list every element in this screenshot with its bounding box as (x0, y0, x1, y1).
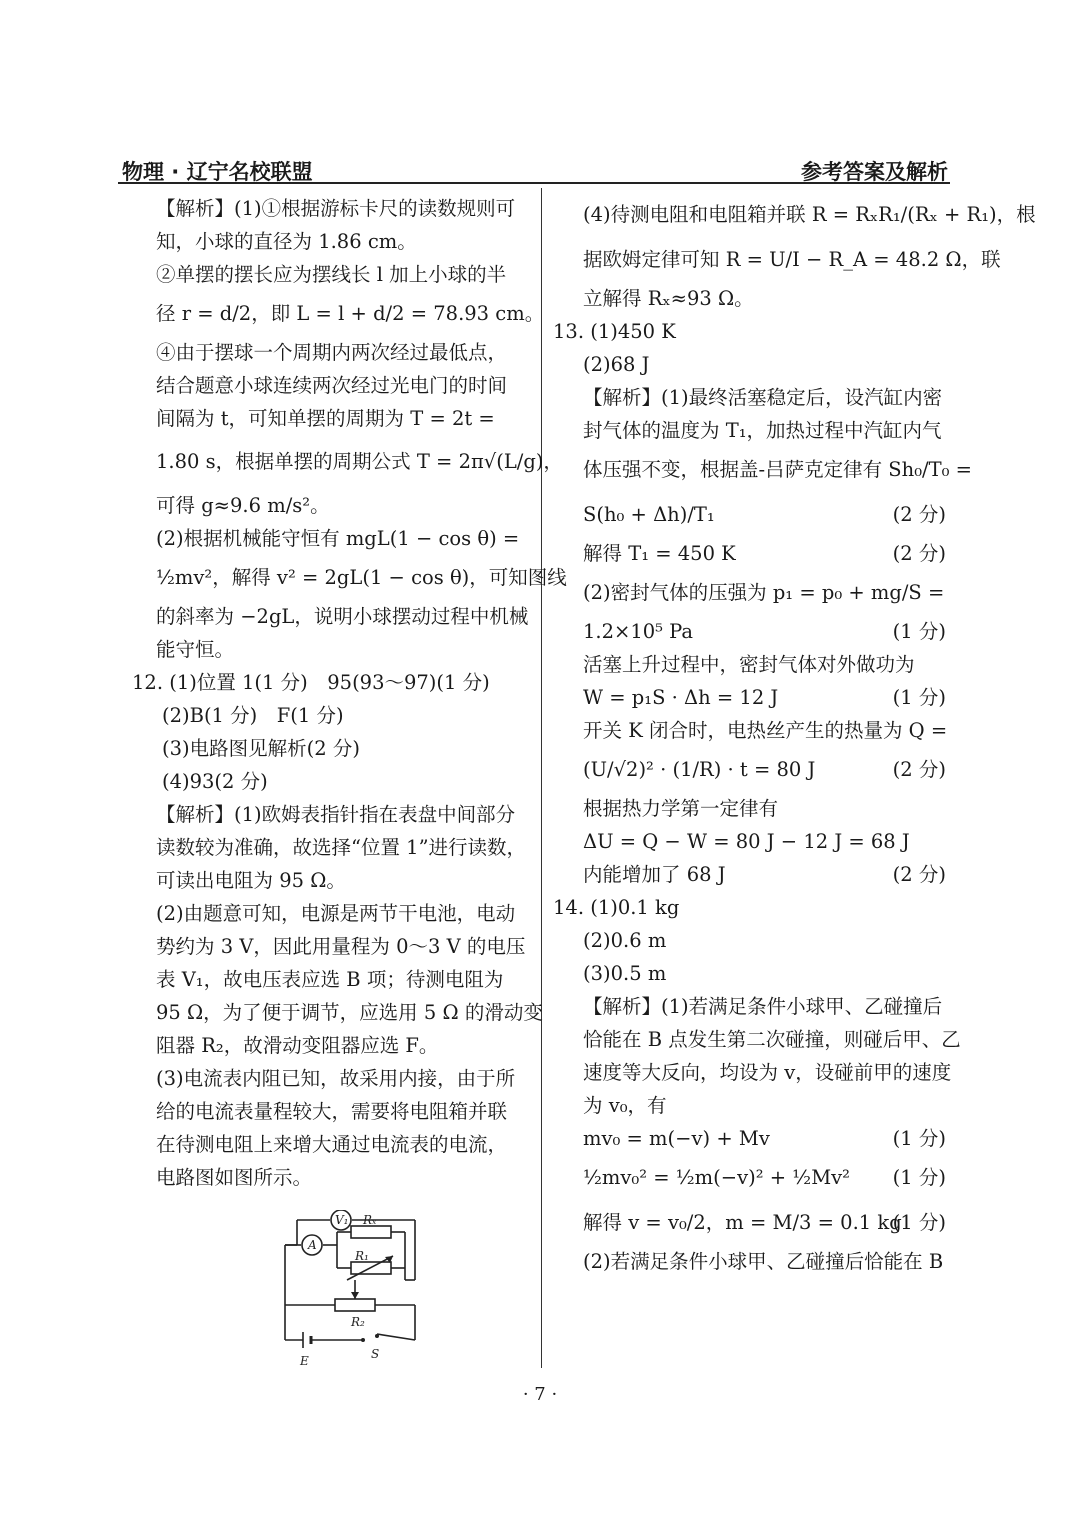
text-line: 速度等大反向，均设为 v，设碰前甲的速度 (583, 1061, 952, 1084)
r2-label: R₂ (351, 1315, 365, 1329)
answer-line: (2)0.6 m (583, 929, 667, 952)
text-line: 为 v₀，有 (583, 1094, 667, 1117)
score-label: (2 分) (892, 542, 946, 565)
text-line: 可得 g≈9.6 m/s²。 (156, 494, 330, 517)
header-section: 参考答案及解析 (801, 160, 948, 184)
text-line: 能守恒。 (156, 638, 235, 661)
slider-arrow-icon (351, 1292, 359, 1299)
text-line: 间隔为 t，可知单摆的周期为 T = 2t = (156, 407, 495, 430)
text-line: 据欧姆定律可知 R = U/I − R_A = 48.2 Ω，联 (583, 248, 1001, 271)
text-line: (2)若满足条件小球甲、乙碰撞后恰能在 B (583, 1250, 944, 1273)
text-line: 内能增加了 68 J (2 分) (553, 858, 948, 891)
variable-arrow (347, 1256, 393, 1280)
score-label: (1 分) (892, 1127, 946, 1150)
equation-line: ΔU = Q − W = 80 J − 12 J = 68 J (583, 830, 910, 853)
text-line: 恰能在 B 点发生第二次碰撞，则碰后甲、乙 (583, 1028, 961, 1051)
battery-label: E (300, 1354, 309, 1368)
text-line: 电路图如图所示。 (156, 1166, 313, 1189)
header-subject: 物理 · 辽宁名校联盟 (122, 160, 313, 184)
score-label: (1 分) (892, 1166, 946, 1189)
text-line: 【解析】(1)欧姆表指针指在表盘中间部分 (156, 803, 516, 826)
column-divider (541, 188, 542, 1368)
text-line: 知，小球的直径为 1.86 cm。 (156, 230, 417, 253)
header-rule (118, 182, 950, 184)
answer-line: (2)B(1 分) F(1 分) (162, 704, 344, 727)
left-column (132, 192, 567, 1194)
score-label: (2 分) (892, 758, 946, 781)
answer-line: 14. (1)0.1 kg (553, 896, 680, 919)
text-line: 活塞上升过程中，密封气体对外做功为 (583, 653, 915, 676)
text-line: ②单摆的摆长应为摆线长 l 加上小球的半 (156, 263, 507, 286)
r1-label: R₁ (355, 1249, 369, 1263)
switch-contact-icon (375, 1334, 379, 1338)
text-line: (4)待测电阻和电阻箱并联 R = RₓR₁/(Rₓ + R₁)，根 (583, 203, 1036, 226)
text-line: 的斜率为 −2gL，说明小球摆动过程中机械 (156, 605, 529, 628)
text-line: 95 Ω，为了便于调节，应选用 5 Ω 的滑动变 (156, 1001, 543, 1024)
text-line: (3)电流表内阻已知，故采用内接，由于所 (156, 1067, 516, 1090)
equation-line: (U/√2)² · (1/R) · t = 80 J (2 分) (553, 747, 948, 792)
text-line: 封气体的温度为 T₁，加热过程中汽缸内气 (583, 419, 942, 442)
score-label: (1 分) (892, 686, 946, 709)
equation-line: ½mv₀² = ½m(−v)² + ½Mv² (1 分) (553, 1155, 948, 1200)
right-column (553, 192, 1036, 1278)
text-line: ½mv²，解得 v² = 2gL(1 − cos θ)，可知图线 (156, 566, 567, 589)
text-line: 结合题意小球连续两次经过光电门的时间 (156, 374, 508, 397)
rx-label: Rₓ (363, 1213, 377, 1227)
rx-resistor-icon (351, 1226, 391, 1238)
score-label: (1 分) (892, 620, 946, 643)
r2-rheostat-icon (335, 1299, 375, 1311)
equation-line: 解得 v = v₀/2，m = M/3 = 0.1 kg (1 分) (553, 1200, 948, 1245)
text-line: (2)根据机械能守恒有 mgL(1 − cos θ) = (156, 527, 520, 550)
switch-contact-icon (361, 1338, 365, 1342)
text-line: 读数较为准确，故选择“位置 1”进行读数， (156, 836, 527, 859)
text-line: 势约为 3 V，因此用量程为 0～3 V 的电压 (156, 935, 526, 958)
switch-label: S (371, 1347, 380, 1361)
answer-line: 12. (1)位置 1(1 分) 95(93～97)(1 分) (132, 671, 490, 694)
text-line: 径 r = d/2，即 L = l + d/2 = 78.93 cm。 (156, 302, 545, 325)
voltmeter-label: V₁ (335, 1213, 349, 1227)
text-line: 阻器 R₂，故滑动变阻器应选 F。 (156, 1034, 439, 1057)
text-line: 【解析】(1)若满足条件小球甲、乙碰撞后 (583, 995, 943, 1018)
switch-arm (377, 1334, 415, 1340)
text-line: (2)密封气体的压强为 p₁ = p₀ + mg/S = (583, 581, 945, 604)
text-line: 根据热力学第一定律有 (583, 797, 779, 820)
score-label: (2 分) (892, 503, 946, 526)
equation-line: 1.2×10⁵ Pa (1 分) (553, 615, 948, 648)
text-line: ④由于摆球一个周期内两次经过最低点， (156, 341, 508, 364)
text-line: 【解析】(1)最终活塞稳定后，设汽缸内密 (583, 386, 943, 409)
ammeter-label: A (308, 1238, 317, 1252)
equation-line: W = p₁S · Δh = 12 J (1 分) (553, 681, 948, 714)
answer-line: (3)电路图见解析(2 分) (162, 737, 360, 760)
score-label: (1 分) (892, 1211, 946, 1234)
page-number: · 7 · (522, 1384, 558, 1405)
equation-line: 解得 T₁ = 450 K (2 分) (553, 537, 948, 570)
text-line: 在待测电阻上来增大通过电流表的电流， (156, 1133, 508, 1156)
text-line: 【解析】(1)①根据游标卡尺的读数规则可 (156, 197, 516, 220)
text-line: 体压强不变，根据盖-吕萨克定律有 Sh₀/T₀ = (583, 458, 972, 481)
text-line: 立解得 Rₓ≈93 Ω。 (583, 287, 754, 310)
answer-line: 13. (1)450 K (553, 320, 676, 343)
text-line: 1.80 s，根据单摆的周期公式 T = 2π√(L/g)， (156, 450, 563, 473)
text-line: 给的电流表量程较大，需要将电阻箱并联 (156, 1100, 508, 1123)
text-line: (2)由题意可知，电源是两节干电池，电动 (156, 902, 516, 925)
text-line: 开关 K 闭合时，电热丝产生的热量为 Q = (583, 719, 948, 742)
score-label: (2 分) (892, 863, 946, 886)
answer-line: (2)68 J (583, 353, 650, 376)
answer-line: (4)93(2 分) (162, 770, 268, 793)
text-line: 表 V₁，故电压表应选 B 项；待测电阻为 (156, 968, 504, 991)
equation-line: S(h₀ + Δh)/T₁ (2 分) (553, 492, 948, 537)
answer-line: (3)0.5 m (583, 962, 667, 985)
circuit-diagram (275, 1210, 425, 1370)
text-line: 可读出电阻为 95 Ω。 (156, 869, 346, 892)
equation-line: mv₀ = m(−v) + Mv (1 分) (553, 1122, 948, 1155)
